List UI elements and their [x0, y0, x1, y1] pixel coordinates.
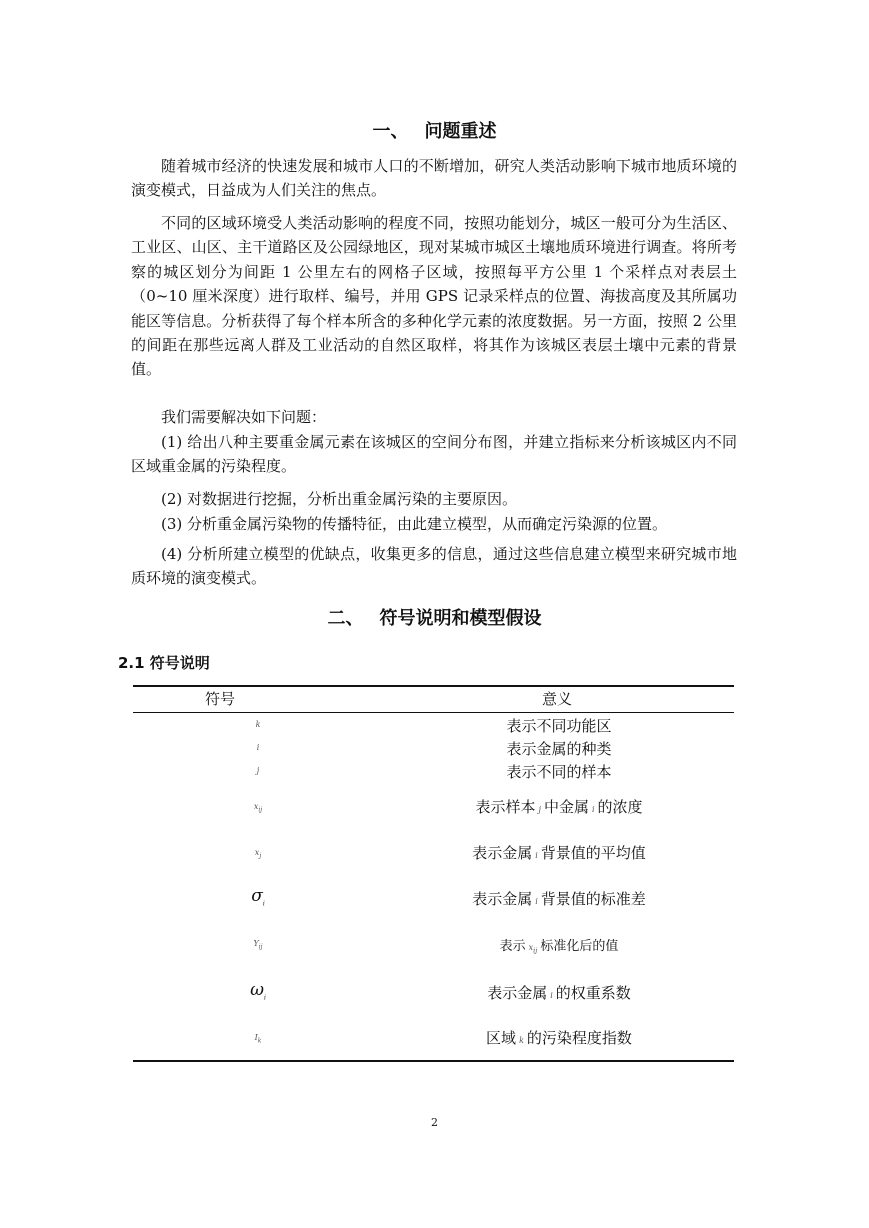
page-number: 2 — [431, 1116, 438, 1129]
paragraph: 我们需要解决如下问题： — [161, 408, 327, 426]
subsection-heading: 2.1 符号说明 — [118, 654, 210, 672]
table-row-meaning: 表示 $x_{ij}$ 标准化后的值 — [499, 939, 619, 955]
table-row-meaning: 表示不同功能区 — [506, 717, 612, 735]
question-item: (2) 对数据进行挖掘，分析出重金属污染的主要原因。 — [161, 490, 518, 508]
table-row-meaning: 表示不同的样本 — [506, 763, 612, 781]
table-row-meaning: 表示金属 i 的权重系数 — [487, 984, 631, 1002]
question-item: (3) 分析重金属污染物的传播特征，由此建立模型，从而确定污染源的位置。 — [161, 515, 668, 533]
table-row-meaning: 表示金属 i 背景值的标准差 — [472, 890, 646, 908]
section-number: 一、 — [372, 121, 409, 142]
table-header-rule — [133, 712, 734, 713]
table-row-symbol: $\sigma_i$ — [251, 886, 265, 908]
table-row-symbol: $x_{ij}$ — [253, 802, 263, 814]
section-title: 问题重述 — [424, 121, 497, 142]
table-row-symbol: j — [256, 766, 260, 775]
paragraph: 随着城市经济的快速发展和城市人口的不断增加，研究人类活动影响下城市地质环境的演变模式，日益成为人们关注的焦点。 — [131, 157, 737, 200]
section-1-heading — [0, 117, 869, 143]
table-row-meaning: 表示样本 j 中金属 i 的浓度 — [475, 798, 643, 816]
table-row-symbol: $\omega_i$ — [250, 980, 266, 1002]
section-number: 二、 — [327, 608, 364, 629]
table-row-meaning: 表示金属 i 背景值的平均值 — [472, 844, 646, 862]
question-item: (4) 分析所建立模型的优缺点，收集更多的信息，通过这些信息建立模型来研究城市地质环境的演变模式。 — [131, 545, 737, 588]
table-row-symbol: $x_j$ — [254, 848, 262, 860]
table-row-meaning: 区域 k 的污染程度指数 — [486, 1029, 632, 1047]
section-2-heading — [0, 604, 869, 630]
table-row-symbol: $I_k$ — [254, 1033, 262, 1045]
table-row-symbol: i — [256, 743, 260, 752]
table-header-meaning: 意义 — [542, 690, 573, 708]
table-header-symbol: 符号 — [205, 690, 236, 708]
table-row-symbol: $Y_{ij}$ — [253, 939, 263, 951]
question-item: (1) 给出八种主要重金属元素在该城区的空间分布图，并建立指标来分析该城区内不同区域重金属的污染程度。 — [131, 433, 737, 476]
table-bottom-rule — [133, 1060, 734, 1062]
table-top-rule — [133, 685, 734, 687]
section-title: 符号说明和模型假设 — [379, 608, 542, 629]
table-row-meaning: 表示金属的种类 — [506, 740, 612, 758]
paragraph: 不同的区域环境受人类活动影响的程度不同，按照功能划分，城区一般可分为生活区、工业区、山区、主干道路区及公园绿地区，现对某城市城区土壤地质环境进行调查。将所考察的城区划分为间距 1 公里左右的网格子区域，按照每平方公里 1 个采样点对表层土（0~10 厘米深度）进行取样、编号，并用 GPS 记录采样点的位置、海拔高度及其所属功能区等信息。分析获得了每个样本所含的多种化学元素的浓度数据。另一方面，按照 2 公里的间距在那些远离人群及工业活动的自然区取样，将其作为该城区表层土壤中元素的背景值。 — [131, 214, 737, 379]
table-row-symbol: k — [255, 720, 261, 729]
